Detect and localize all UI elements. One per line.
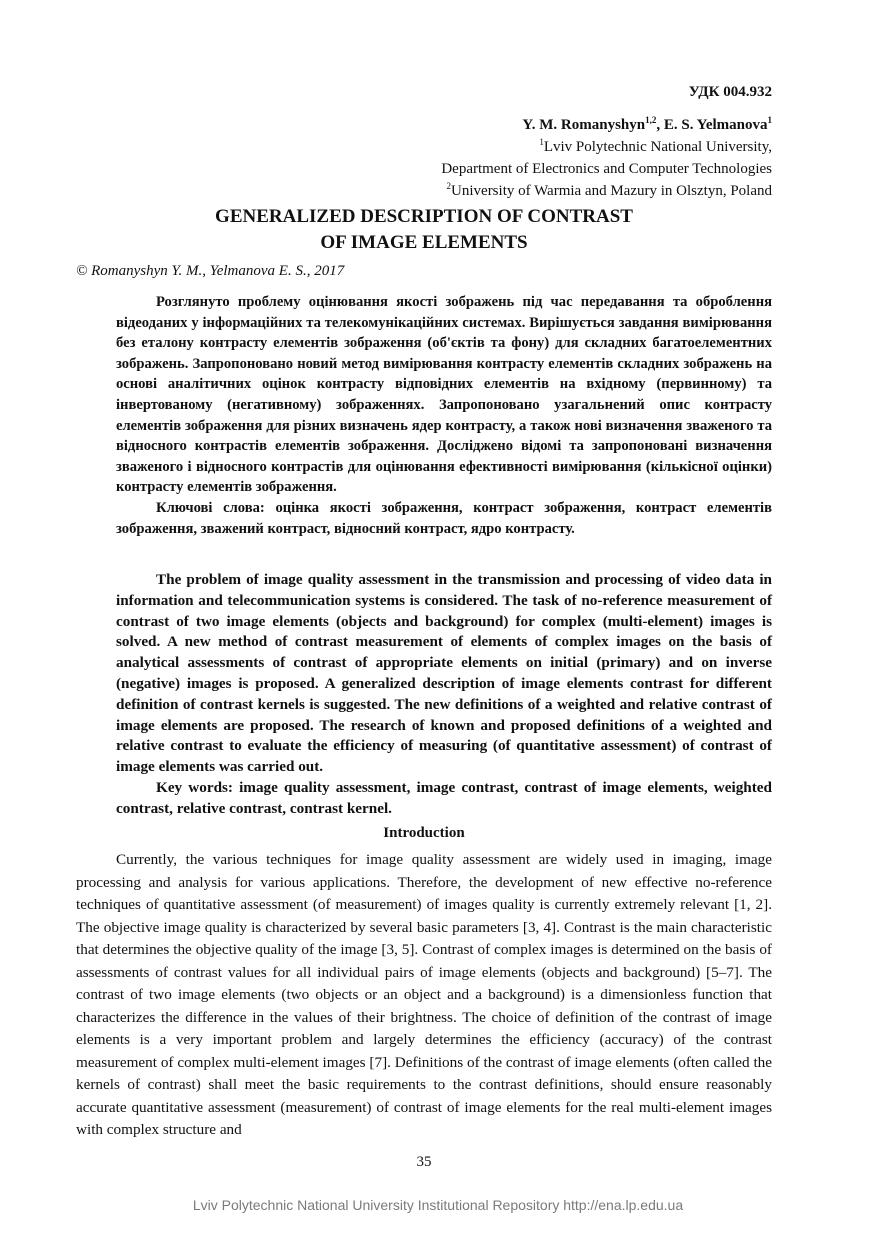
affiliation-1-text: Lviv Polytechnic National University, bbox=[543, 139, 772, 155]
introduction-body bbox=[76, 849, 772, 1142]
author-1-affiliation-mark: 1,2 bbox=[645, 115, 657, 125]
page-number: 35 bbox=[416, 1154, 432, 1170]
abstract-ukrainian bbox=[116, 292, 772, 539]
author-2-affiliation-mark: 1 bbox=[767, 115, 772, 125]
abstract-english-text: The problem of image quality assessment in the transmission and processing of video data in information and telecommunication systems is considered. The task of no-reference measurement of contrast of two image elements (objects and background) for complex (multi-element) images is solved. A new method of contrast measurement of elements of complex images on the basis of analytical assessments of contrast of appropriate elements on initial (primary) and on inverse (negative) images is proposed. A generalized description of image elements contrast for different definition of contrast kernels is suggested. The new definitions of a weighted and relative contrast of image elements are proposed. The research of known and proposed definitions of a weighted and relative contrast to evaluate the efficiency of measuring (of quantitative assessment) of contrast of image elements was carried out. bbox=[116, 571, 772, 776]
affiliation-1-department: Department of Electronics and Computer Technologies bbox=[441, 161, 772, 177]
author-2: E. S. Yelmanova bbox=[663, 117, 768, 133]
abstract-english-keywords: Key words: image quality assessment, image contrast, contrast of image elements, weighted contrast, relative contrast, contrast kernel. bbox=[116, 778, 772, 817]
affiliation-1 bbox=[441, 136, 772, 158]
author-block bbox=[441, 114, 772, 202]
affiliation-1-mark: 1 bbox=[539, 137, 544, 147]
title-line-2: OF IMAGE ELEMENTS bbox=[320, 232, 528, 253]
affiliation-2-mark: 2 bbox=[446, 181, 452, 191]
section-heading-introduction: Introduction bbox=[383, 825, 465, 841]
affiliation-2 bbox=[441, 180, 772, 202]
author-separator: , bbox=[656, 117, 664, 133]
copyright-notice: © Romanyshyn Y. M., Yelmanova E. S., 2017 bbox=[76, 263, 345, 279]
affiliation-2-text: University of Warmia and Mazury in Olsztyn, Poland bbox=[451, 183, 772, 199]
repository-footer: Lviv Polytechnic National University Institutional Repository http://ena.lp.edu.ua bbox=[192, 1197, 684, 1213]
introduction-paragraph: Currently, the various techniques for image quality assessment are widely used in imaging, image processing and analysis for various applications. Therefore, the development of new effective no-reference techniques of quantitative assessment (of measurement) of images quality is currently extremely relevant [1, 2]. The objective image quality is characterized by several basic parameters [3, 4]. Contrast is the main characteristic that determines the objective quality of the image [3, 5]. Contrast of complex images is determined on the basis of assessments of contrast values for all individual pairs of image elements (objects and background) [5–7]. The contrast of two image elements (two objects or an object and a background) is a dimensionless function that characterizes the difference in the values of their brightness. The choice of definition of the contrast of image elements is a very important problem and largely determines the efficiency (accuracy) of the contrast measurement of complex multi-element images [7]. Definitions of the contrast of image elements (often called the kernels of contrast) shall meet the basic requirements to the contrast definitions, should ensure reasonably accurate quantitative assessment (measurement) of contrast of image elements for the real multi-element images with complex structure and bbox=[76, 851, 772, 1138]
title-line-1: GENERALIZED DESCRIPTION OF CONTRAST bbox=[215, 206, 633, 227]
paper-title bbox=[0, 204, 848, 256]
author-1: Y. M. Romanyshyn bbox=[522, 117, 646, 133]
abstract-ukrainian-text: Розглянуто проблему оцінювання якості зображень під час передавання та оброблення відеоданих у інформаційних та телекомунікаційних системах. Вирішується завдання вимірювання без еталону контрасту елементів зображення (об'єктів та фону) для складних багатоелементних зображень. Запропоновано новий метод вимірювання контрасту елементів складних зображень на основі аналітичних оцінок контрасту відповідних елементів на вхідному (первинному) та інвертованому (негативному) зображеннях. Запропоновано узагальнений опис контрасту елементів зображення для різних визначень ядер контрасту, а також нові визначення зваженого та відносного контрастів елементів зображення. Досліджено відомі та запропоновані визначення зваженого і відносного контрастів для оцінювання ефективності вимірювання (кількісної оцінки) контрасту елементів зображення. bbox=[116, 294, 772, 496]
author-names bbox=[441, 114, 772, 136]
abstract-ukrainian-keywords: Ключові слова: оцінка якості зображення, контраст зображення, контраст елементів зображення, зважений контраст, відносний контраст, ядро контрасту. bbox=[116, 499, 772, 537]
abstract-english bbox=[116, 570, 772, 820]
udc-code: УДК 004.932 bbox=[688, 84, 772, 100]
